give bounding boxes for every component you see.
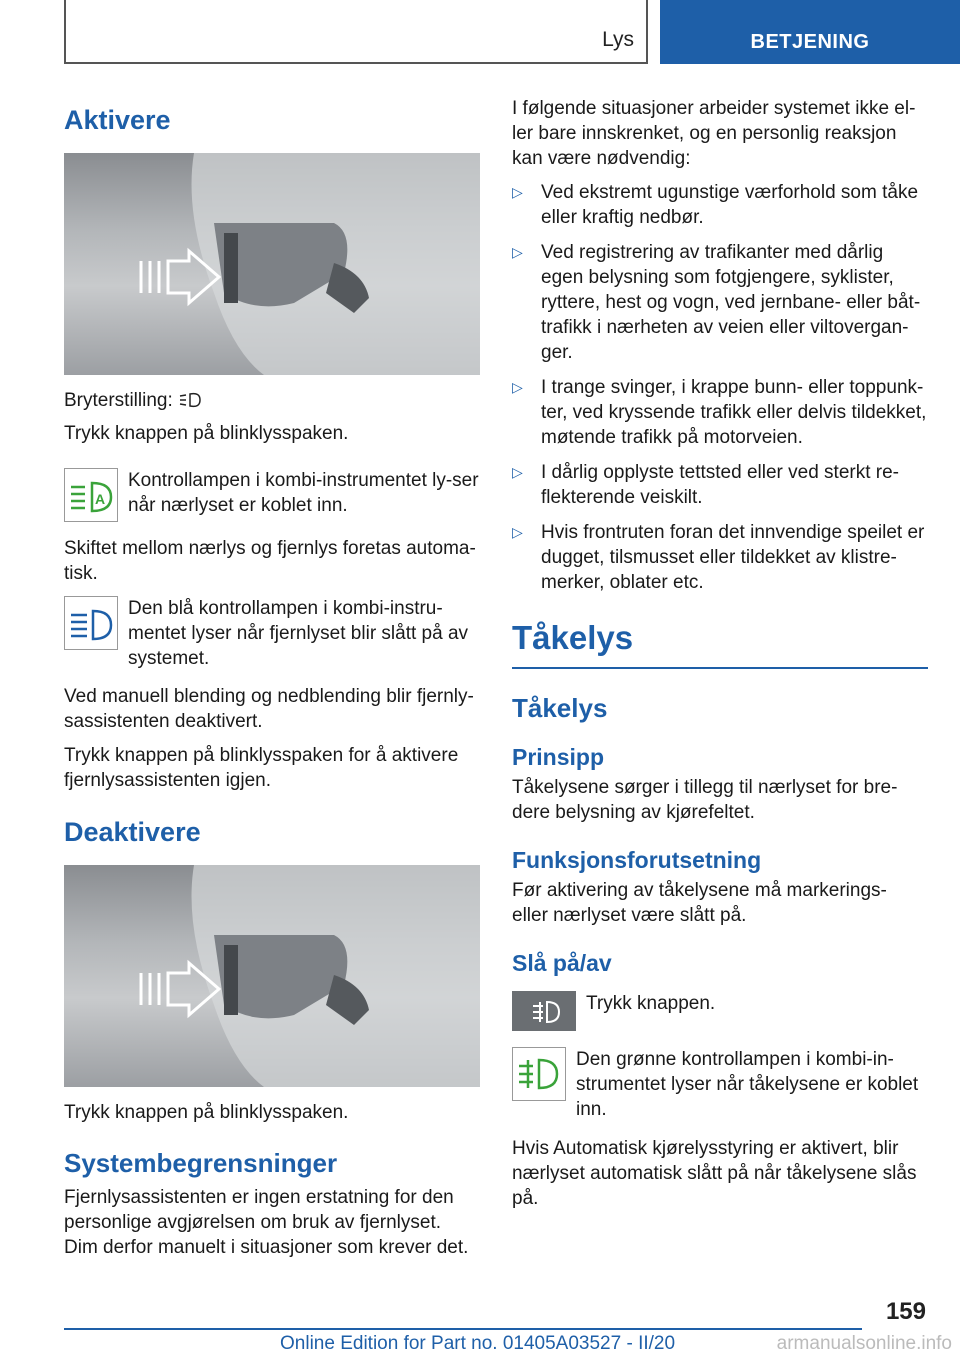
- list-item: ▷ I dårlig opplyste tettsted eller ved sterkt re-flekterende veiskilt.: [512, 462, 899, 508]
- heading-requirement: Funksjonsforutsetning: [512, 847, 762, 873]
- paragraph-reactivate: Trykk knappen på blinklysspaken for å aktivere fjernlysassistenten igjen.: [64, 745, 459, 791]
- turn-signal-stalk-image: [64, 153, 480, 375]
- blue-high-beam-icon: [64, 596, 118, 650]
- paragraph-press-stalk: Trykk knappen på blinklysspaken.: [64, 423, 349, 444]
- indicator-fog-green: [512, 1047, 928, 1122]
- paragraph-intro: I følgende situasjoner arbeider systemet ikke el-ler bare innskrenket, og en personlig reaksjon kan være nødvendig:: [512, 98, 916, 169]
- indicator-fog-text: Den grønne kontrollampen i kombi-in-strumentet lyser når tåkelysene er koblet inn.: [576, 1049, 919, 1120]
- heading-principle: Prinsipp: [512, 744, 605, 770]
- paragraph-press-button: Trykk knappen.: [586, 993, 716, 1014]
- heading-activate: Aktivere: [64, 105, 171, 135]
- paragraph-press-stalk-2: Trykk knappen på blinklysspaken.: [64, 1102, 349, 1123]
- watermark: armanualsonline.info: [776, 1333, 952, 1354]
- bullet-triangle-icon: ▷: [512, 244, 523, 260]
- svg-text:A: A: [95, 491, 106, 507]
- list-item: ▷ Ved registrering av trafikanter med dårlig egen belysning som fotgjengere, syklister, ryttere, hest og vogn, ved jernbane- eller båt-trafikk i nærheten av veien eller viltovergan-ger.: [512, 242, 921, 363]
- right-column: [512, 96, 928, 1211]
- heading-limits: Systembegrensninger: [64, 1148, 338, 1178]
- heading-fog: Tåkelys: [512, 693, 608, 723]
- list-item: ▷ Hvis frontruten foran det innvendige speilet er dugget, tilsmusset eller tildekket av klistre-merker, oblater etc.: [512, 522, 925, 593]
- auto-high-beam-icon: [178, 390, 202, 411]
- bullet-triangle-icon: ▷: [512, 184, 523, 200]
- paragraph-limits: Fjernlysassistenten er ingen erstatning for den personlige avgjørelsen om bruk av fjernlyset. Dim derfor manuelt i situasjoner som krever det.: [64, 1187, 469, 1258]
- heading-on-off: Slå på/av: [512, 950, 612, 976]
- limitations-list: [512, 180, 928, 595]
- footer-rule: [64, 1328, 862, 1330]
- list-item: ▷ Ved ekstremt ugunstige værforhold som tåke eller kraftig nedbør.: [512, 182, 919, 228]
- indicator-green: [64, 468, 480, 522]
- indicator-blue: [64, 596, 480, 671]
- indicator-green-text: Kontrollampen i kombi-instrumentet ly-ser når nærlyset er koblet inn.: [128, 470, 479, 516]
- fog-light-button-icon: [512, 991, 576, 1031]
- stalk-illustration-activate: [64, 153, 480, 375]
- paragraph-manual: Ved manuell blending og nedblending blir fjernly-sassistenten deaktivert.: [64, 686, 474, 732]
- green-fog-light-icon: [512, 1047, 566, 1101]
- switch-position-label: Bryterstilling:: [64, 390, 173, 411]
- header-frame: [64, 0, 648, 64]
- bullet-triangle-icon: ▷: [512, 379, 523, 395]
- stalk-illustration-deactivate: [64, 865, 480, 1087]
- bullet-triangle-icon: ▷: [512, 524, 523, 540]
- paragraph-switching: Skiftet mellom nærlys og fjernlys foretas automa-tisk.: [64, 538, 476, 584]
- bullet-triangle-icon: ▷: [512, 464, 523, 480]
- chapter-tab: BETJENING: [660, 0, 960, 64]
- green-auto-beam-icon: [64, 468, 118, 522]
- left-column: [64, 96, 480, 1260]
- list-item: ▷ I trange svinger, i krappe bunn- eller toppunk-ter, ved kryssende trafikk eller delvis tildekket, møtende trafikk på motorveien.: [512, 377, 927, 448]
- indicator-blue-text: Den blå kontrollampen i kombi-instru-mentet lyser når fjernlyset blir slått på av systemet.: [128, 598, 469, 669]
- paragraph-requirement: Før aktivering av tåkelysene må markerings- eller nærlyset være slått på.: [512, 880, 887, 926]
- fog-button-row: [512, 991, 928, 1031]
- heading-deactivate: Deaktivere: [64, 817, 201, 847]
- section-title: Lys: [602, 28, 634, 51]
- paragraph-principle: Tåkelysene sørger i tillegg til nærlyset for bre-dere belysning av kjørefeltet.: [512, 777, 898, 823]
- turn-signal-stalk-image-2: [64, 865, 480, 1087]
- paragraph-auto: Hvis Automatisk kjørelysstyring er aktivert, blir nærlyset automatisk slått på når tåkelysene slås på.: [512, 1138, 917, 1209]
- chapter-heading-fog: Tåkelys: [512, 619, 928, 669]
- edition-line: Online Edition for Part no. 01405A03527 - II/20: [280, 1333, 676, 1354]
- page-number: 159: [885, 1298, 926, 1325]
